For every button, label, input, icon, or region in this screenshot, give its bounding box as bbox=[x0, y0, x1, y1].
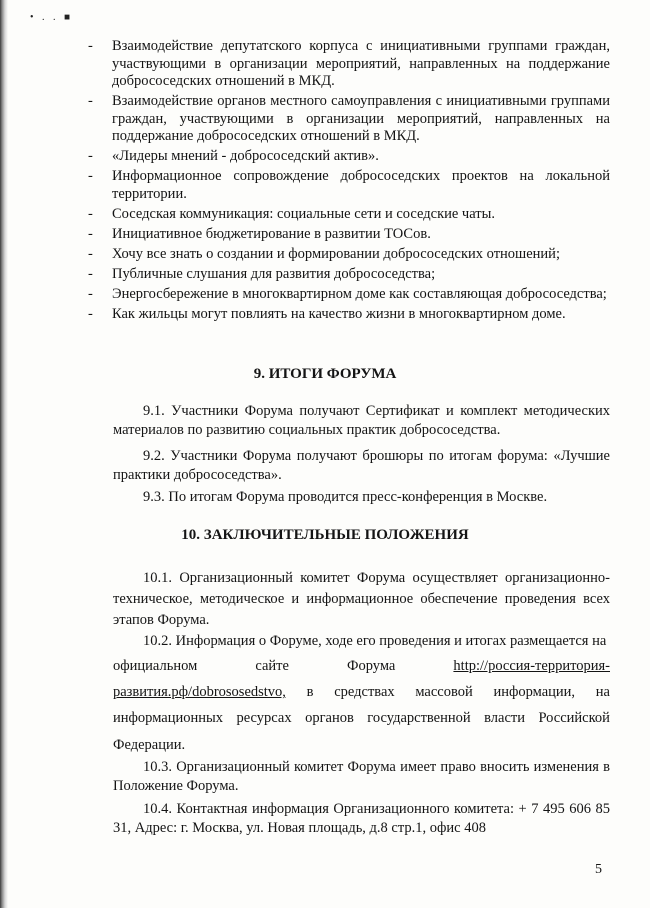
list-item: - «Лидеры мнений - добрососедский актив». bbox=[88, 148, 379, 165]
topics-list bbox=[88, 38, 610, 326]
header-marks: • . . ■ bbox=[30, 12, 74, 23]
section-10-title: 10. ЗАКЛЮЧИТЕЛЬНЫЕ ПОЛОЖЕНИЯ bbox=[181, 527, 469, 543]
list-item: - Взаимодействие органов местного самоуправления с инициативными группами граждан, участвующими в организации мероприятий, направленных на поддержание добрососедских отношений в МКД. bbox=[88, 93, 610, 145]
list-item: - Публичные слушания для развития добрососедства; bbox=[88, 266, 436, 283]
list-item: - Как жильцы могут повлиять на качество жизни в многоквартирном доме. bbox=[88, 306, 566, 323]
section-10-paragraph-1: 10.1. Организационный комитет Форума осуществляет организационно-техническое, методическое и информационное обеспечение проведения всех этапов Форума. bbox=[113, 570, 610, 628]
forum-website-link[interactable]: http://россия-территория- bbox=[453, 658, 610, 674]
website-line: официальном сайте Форума http://россия-территория- bbox=[113, 658, 610, 674]
section-10-paragraph-2: 10.2. Информация о Форуме, ходе его проведения и итогах размещается на bbox=[143, 633, 607, 649]
section-9-title: 9. ИТОГИ ФОРУМА bbox=[253, 366, 397, 382]
list-item: - Информационное сопровождение добрососедских проектов на локальной территории. bbox=[88, 168, 610, 202]
resources-line: информационных ресурсах органов государственной власти Российской bbox=[113, 710, 610, 726]
section-10-paragraph-3: 10.3. Организационный комитет Форума имеет право вносить изменения в Положение Форума. bbox=[113, 759, 610, 794]
section-9-paragraph-3: 9.3. По итогам Форума проводится пресс-конференция в Москве. bbox=[143, 489, 548, 505]
forum-website-link-continued[interactable]: развития.рф/dobrososedstvo, bbox=[113, 684, 286, 700]
page-number: 5 bbox=[595, 862, 602, 877]
section-9-paragraph-1: 9.1. Участники Форума получают Сертификат и комплект методических материалов по развитию социальных практик добрососедства. bbox=[113, 403, 610, 438]
section-10-paragraph-2-end: Федерации. bbox=[113, 737, 186, 753]
media-line: развития.рф/dobrososedstvo, в средствах массовой информации, на bbox=[113, 684, 610, 700]
list-item: - Взаимодействие депутатского корпуса с инициативными группами граждан, участвующими в организации мероприятий, направленных на поддержание добрососедских отношений в МКД. bbox=[88, 38, 610, 89]
section-9-paragraph-2: 9.2. Участники Форума получают брошюры по итогам форума: «Лучшие практики добрососедства». bbox=[113, 448, 610, 483]
list-item: - Хочу все знать о создании и формировании добрососедских отношений; bbox=[88, 246, 560, 263]
list-item: - Энергосбережение в многоквартирном доме как составляющая добрососедства; bbox=[88, 286, 607, 303]
scan-edge-shadow bbox=[0, 0, 8, 908]
list-item: - Соседская коммуникация: социальные сети и соседские чаты. bbox=[88, 205, 495, 222]
list-item: - Инициативное бюджетирование в развитии ТОСов. bbox=[88, 225, 431, 242]
section-10-paragraph-4: 10.4. Контактная информация Организационного комитета: + 7 495 606 85 31, Адрес: г. Москва, ул. Новая площадь, д.8 стр.1, офис 408 bbox=[113, 801, 610, 836]
